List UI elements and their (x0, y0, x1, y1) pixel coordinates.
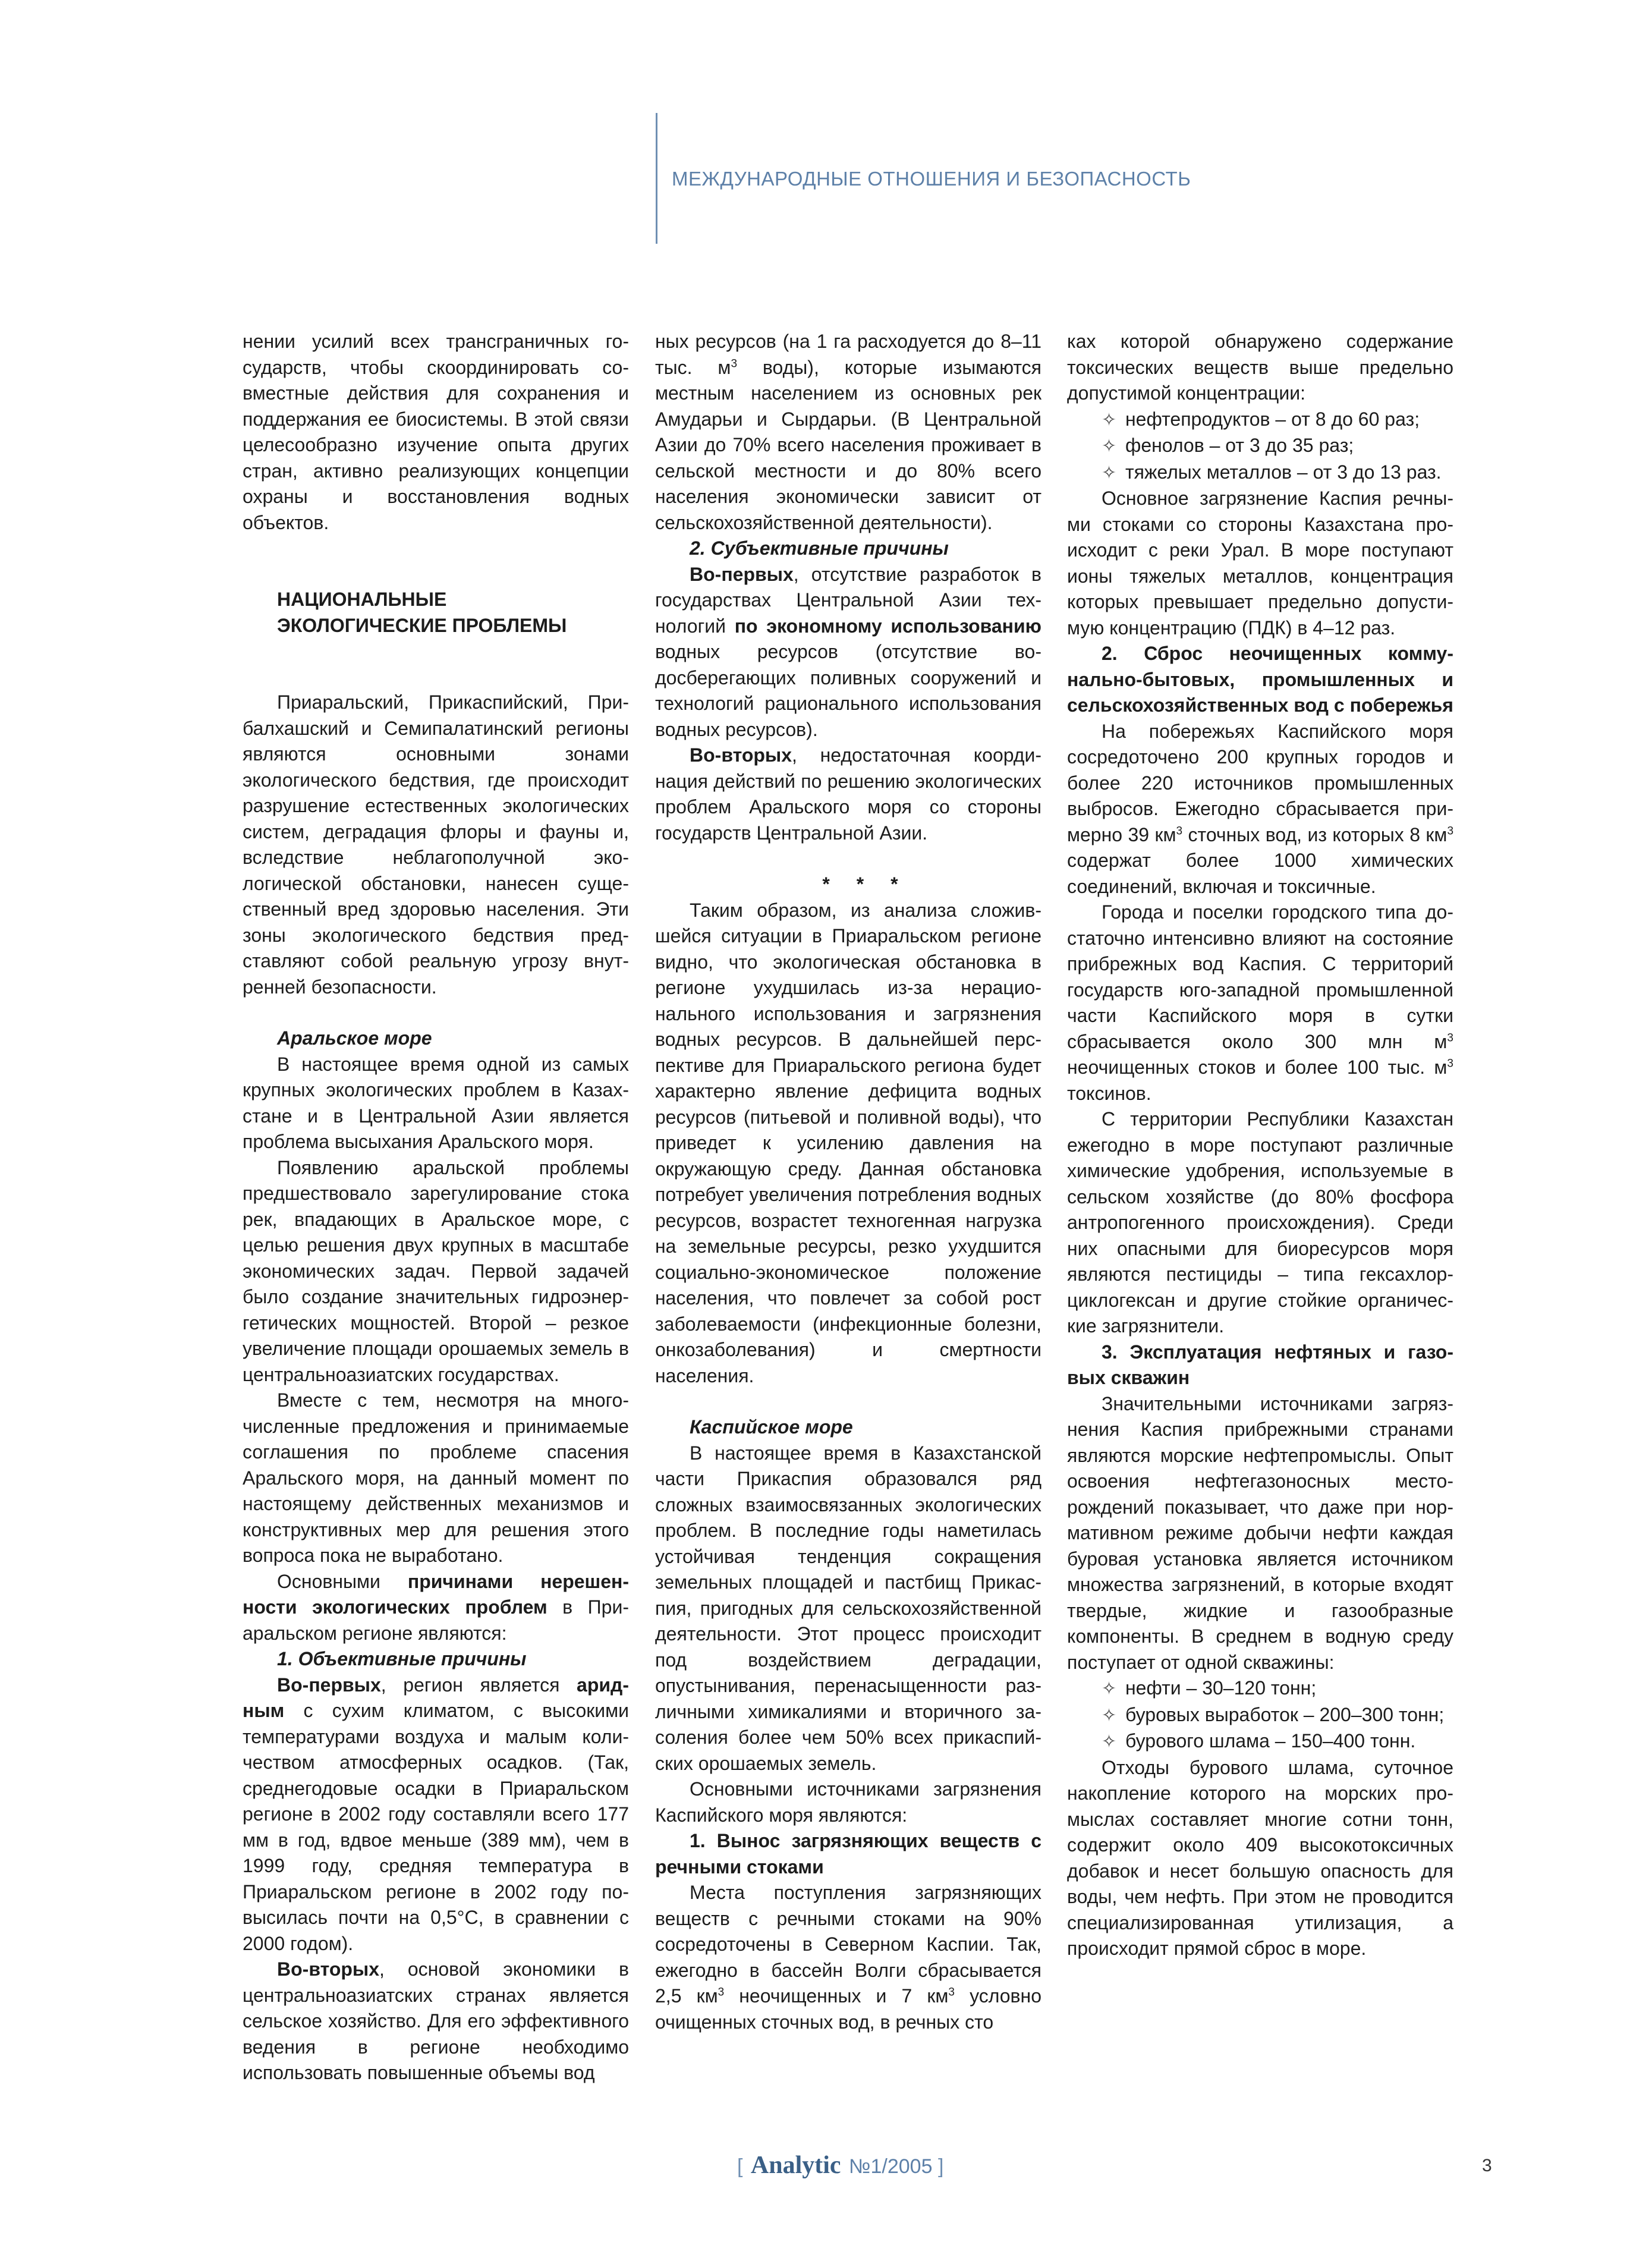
journal-logo: Analytic (750, 2152, 841, 2179)
bullet-icon: ✧ (1102, 410, 1117, 430)
paragraph: В настоящее время в Казахстанской части Прикаспия образовался ряд сложных взаимосвязанных экологических проблем. В последние годы наметилась устойчивая тенденция сокращения земельных площадей и пастбищ Прикаспия, пригодных для сельскохозяйственной деятельности. Этот процесс происходит под воздействием деградации, опустынивания, перенасыщенности различными химикалиями и вторичного засоления более чем 50% всех прикаспийских орошаемых земель. (655, 1442, 1041, 1774)
paragraph: Места поступления загрязняющих веществ с речными стоками на 90% сосредоточены в Северном Каспии. Так, ежегодно в бассейн Волги сбрасывается 2,5 $км^3$ неочищенных и 7 $км^3$ условно очищенных сточных вод, в речных сто (655, 1882, 1042, 2033)
page-number: 3 (1482, 2156, 1492, 2175)
paragraph: Основными причинами нерешенности экологических проблем в Приаральском регионе являются: (243, 1570, 629, 1644)
list-item: ✧ нефтепродуктов – от 8 до 60 раз; (1067, 407, 1453, 433)
header-divider (656, 113, 657, 244)
bullet-icon: ✧ (1102, 1705, 1117, 1725)
subheading-aral-sea: Аральское море (277, 1027, 432, 1049)
subheading-wastewater: 2. Сброс неочищенных коммунально-бытовых, промышленных и сельскохозяйственных вод с побережья (1067, 643, 1453, 716)
paragraph: Появлению аральской проблемы предшествовало зарегулирование стока рек, впадающих в Аральское море, с целью решения двух крупных в масштабе экономических задач. Первой задачей было создание значительных гидроэнергетических мощностей. Второй – резкое увеличение площади орошаемых земель в центральноазиатских государствах. (243, 1156, 629, 1385)
paragraph: Приаральский, Прикаспийский, Прибалхашский и Семипалатинский регионы являются основными зонами экологического бедствия, где происходит разрушение естественных экологических систем, деградация флоры и фауны и, вследствие неблагополучной экологической обстановки, нанесен существенный вред здоровью населения. Эти зоны экологического бедствия представляют собой реальную угрозу внутренней безопасности. (243, 691, 629, 998)
paragraph: Вместе с тем, несмотря на многочисленные предложения и принимаемые соглашения по проблеме спасения Аральского моря, на данный момент по настоящему действенных механизмов и конструктивных мер для решения этого вопроса пока не выработано. (243, 1389, 629, 1566)
subheading-subjective-causes: 2. Субъективные причины (690, 537, 949, 559)
bracket: [ (737, 2155, 743, 2178)
subheading-river-runoff: 1. Вынос загрязняющих веществ с речными стоками (655, 1830, 1041, 1878)
paragraph: На побережьях Каспийского моря сосредоточено 200 крупных городов и более 220 источников промышленных выбросов. Ежегодно сбрасывается примерно 39 $км^3$ сточных вод, из которых 8 $км^3$ содержат более 1000 химических соединений, включая и токсичные. (1067, 720, 1454, 897)
paragraph: Отходы бурового шлама, суточное накопление которого на морских промыслах составляет многие сотни тонн, содержит около 409 высокотоксичных добавок и несет большую опасность для воды, чем нефть. При этом не проводится специализированная утилизация, а происходит прямой сброс в море. (1067, 1756, 1453, 1959)
paragraph: нении усилий всех трансграничных государств, чтобы скоординировать совместные действия для сохранения и поддержания ее биосистемы. В этой связи целесообразно изучение опыта других стран, активно реализующих концепции охраны и восстановления водных объектов. (243, 331, 629, 533)
subheading-objective-causes: 1. Объективные причины (277, 1648, 527, 1669)
bullet-icon: ✧ (1102, 1732, 1117, 1752)
issue-number: №1/2005 (849, 2155, 933, 2178)
list-item: ✧ нефти – 30–120 тонн; (1067, 1675, 1453, 1702)
bullet-icon: ✧ (1102, 1679, 1117, 1699)
paragraph: Во-первых, регион является аридным с сухим климатом, с высокими температурами воздуха и малым количеством атмосферных осадков. (Так, среднегодовые осадки в Приаральском регионе в 2002 году составляли всего 177 мм в год, вдвое меньше (389 мм), чем в 1999 году, средняя температура в Приаральском регионе в 2002 году повысилась почти на 0,5°С, в сравнении с 2000 годом). (243, 1674, 629, 1954)
paragraph: ках которой обнаружено содержание токсических веществ выше предельно допустимой концентрации: (1067, 331, 1453, 404)
section-separator: * * * (822, 873, 909, 895)
paragraph: В настоящее время одной из самых крупных экологических проблем в Казахстане и в Центральной Азии является проблема высыхания Аральского моря. (243, 1053, 629, 1152)
list-item: ✧ тяжелых металлов – от 3 до 13 раз. (1067, 460, 1453, 486)
paragraph: ных ресурсов (на 1 га расходуется до 8–11 тыс. $м^3$ воды), которые изымаются местным населением из основных рек Амударьи и Сырдарьи. (В Центральной Азии до 70% всего населения проживает в сельской местности и до 80% всего населения экономически зависит от сельскохозяйственной деятельности). (655, 331, 1042, 533)
paragraph: Во-первых, отсутствие разработок в государствах Центральной Азии технологий по экономному использованию водных ресурсов (отсутствие водосберегающих поливных сооружений и технологий рационального использования водных ресурсов). (655, 563, 1042, 740)
paragraph: Таким образом, из анализа сложившейся ситуации в Приаральском регионе видно, что экологическая обстановка в регионе ухудшилась из-за нерационального использования и загрязнения водных ресурсов. В дальнейшей перспективе для Приаральского региона будет характерно явление дефицита водных ресурсов (питьевой и поливной воды), что приведет к усилению давления на окружающую среду. Данная обстановка потребует увеличения потребления водных ресурсов, возрастет техногенная нагрузка на земельные ресурсы, резко ухудшится социально-экономическое положение населения, что повлечет за собой рост заболеваемости (инфекционные болезни, онкозаболевания) и смертности населения. (655, 899, 1041, 1386)
paragraph: Города и поселки городского типа достаточно интенсивно влияют на состояние прибрежных вод Каспия. С территорий государств юго-западной промышленной части Каспийского моря в сутки сбрасывается около 300 млн $м^3$ неочищенных стоков и более 100 тыс. $м^3$ токсинов. (1067, 901, 1453, 1104)
section-heading-national-problems: НАЦИОНАЛЬНЫЕ ЭКОЛОГИЧЕСКИЕ ПРОБЛЕМЫ (277, 589, 567, 636)
column-3 (1067, 329, 1453, 1962)
list-item: ✧ бурового шлама – 150–400 тонн. (1067, 1728, 1453, 1755)
bracket: ] (937, 2155, 944, 2178)
section-title: МЕЖДУНАРОДНЫЕ ОТНОШЕНИЯ И БЕЗОПАСНОСТЬ (672, 168, 1191, 190)
subheading-oil-gas-wells: 3. Эксплуатация нефтяных и газовых скважин (1067, 1341, 1453, 1388)
column-2 (655, 329, 1041, 2035)
paragraph: Основными источниками загрязнения Каспийского моря являются: (655, 1778, 1041, 1826)
paragraph: С территории Республики Казахстан ежегодно в море поступают различные химические удобрения, используемые в сельском хозяйстве (до 80% фосфора антропогенного происхождения). Среди них опасными для биоресурсов моря являются пестициды – типа гексахлорциклогексан и другие стойкие органические загрязнители. (1067, 1108, 1453, 1337)
column-1 (243, 329, 629, 2086)
list-item: ✧ фенолов – от 3 до 35 раз; (1067, 433, 1453, 460)
paragraph: Значительными источниками загрязнения Каспия прибрежными странами являются морские нефтепромыслы. Опыт освоения нефтегазоносных месторождений показывает, что даже при нормативном режиме добычи нефти каждая буровая установка является источником множества загрязнений, в которые входят твердые, жидкие и газообразные компоненты. В среднем в водную среду поступает от одной скважины: (1067, 1392, 1453, 1673)
list-item: ✧ буровых выработок – 200–300 тонн; (1067, 1702, 1453, 1729)
paragraph: Основное загрязнение Каспия речными стоками со стороны Казахстана происходит с реки Урал. В море поступают ионы тяжелых металлов, концентрация которых превышает предельно допустимую концентрацию (ПДК) в 4–12 раз. (1067, 488, 1453, 639)
paragraph: Во-вторых, основой экономики в центральноазиатских странах является сельское хозяйство. Для его эффективного ведения в регионе необходимо использовать повышенные объемы вод (243, 1958, 629, 2083)
paragraph: Во-вторых, недостаточная координация действий по решению экологических проблем Аральского моря со стороны государств Центральной Азии. (655, 744, 1041, 844)
footer-journal (737, 2151, 943, 2180)
bullet-icon: ✧ (1102, 436, 1117, 456)
bullet-icon: ✧ (1102, 463, 1117, 483)
subheading-caspian-sea: Каспийское море (690, 1416, 853, 1438)
